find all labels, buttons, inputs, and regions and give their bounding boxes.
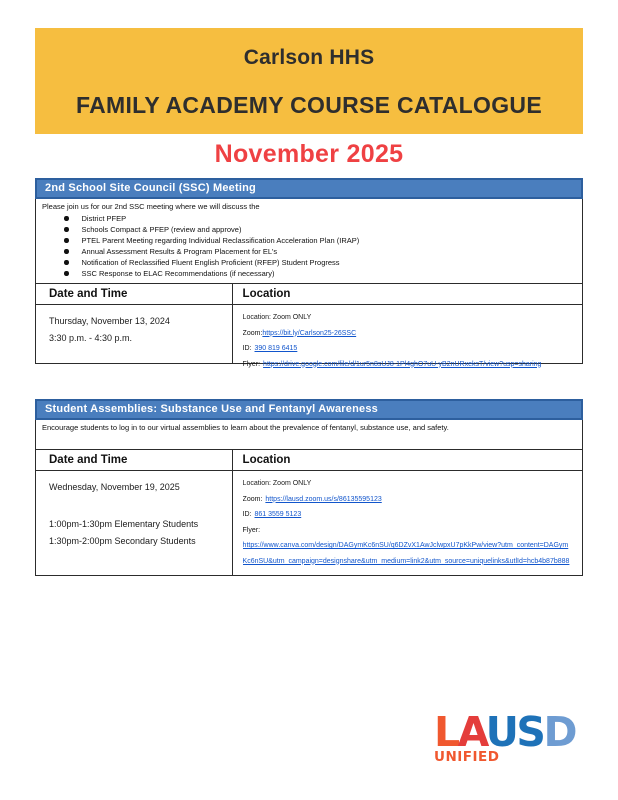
- ssc-location-type: Location: Zoom ONLY: [242, 314, 312, 321]
- bullet-icon: [64, 249, 69, 254]
- ssc-meeting-id-link[interactable]: 390 819 6415: [254, 345, 298, 352]
- bullet-text: SSC Response to ELAC Recommendations (if necessary): [81, 269, 275, 278]
- bullet-text: Annual Assessment Results & Program Placement for EL's: [81, 247, 278, 256]
- ssc-date-cell: [36, 305, 233, 363]
- ssc-content-row: [36, 305, 582, 368]
- catalogue-title: FAMILY ACADEMY COURSE CATALOGUE: [76, 91, 542, 118]
- location-column-header: Location: [242, 288, 291, 300]
- ssc-bullet-list: [42, 213, 574, 279]
- assemblies-location-type: Location: Zoom ONLY: [242, 480, 312, 487]
- assemblies-date: Wednesday, November 19, 2025: [49, 482, 180, 492]
- assemblies-session-1: 1:00pm-1:30pm Elementary Students: [49, 519, 199, 529]
- list-item: [42, 235, 574, 246]
- assemblies-content-row: [36, 471, 582, 575]
- ssc-column-headers: [36, 284, 582, 305]
- logo-letter-d: D: [543, 707, 575, 756]
- logo-letter-s: S: [516, 707, 544, 756]
- assemblies-date-cell: [36, 471, 233, 575]
- lausd-logo-letters: [434, 707, 582, 756]
- bullet-text: District PFEP: [81, 214, 127, 223]
- assemblies-column-headers: [36, 450, 582, 471]
- assemblies-session-2: 1:30pm-2:00pm Secondary Students: [49, 536, 196, 546]
- banner: [35, 28, 583, 134]
- flyer-label: Flyer:: [242, 526, 261, 534]
- ssc-meeting-table: [35, 178, 583, 368]
- assemblies-intro-cell: [36, 420, 582, 450]
- logo-letter-u: U: [485, 707, 517, 756]
- assemblies-table-header: Student Assemblies: Substance Use and Fentanyl Awareness: [35, 399, 583, 420]
- ssc-location-cell: [233, 305, 582, 368]
- list-item: [42, 213, 574, 224]
- date-time-column-header: Date and Time: [36, 284, 233, 304]
- ssc-table-header: 2nd School Site Council (SSC) Meeting: [35, 178, 583, 199]
- bullet-icon: [64, 271, 69, 276]
- date-time-column-header: Date and Time: [36, 450, 233, 470]
- month-title: November 2025: [214, 140, 404, 168]
- logo-letter-l: L: [434, 707, 458, 756]
- list-item: [42, 268, 574, 279]
- list-item: [42, 224, 574, 235]
- id-label: ID:: [242, 511, 252, 518]
- list-item: [42, 246, 574, 257]
- id-label: ID:: [242, 345, 252, 352]
- school-name: Carlson HHS: [243, 45, 375, 69]
- ssc-intro-text: Please join us for our 2nd SSC meeting where we will discuss the: [42, 202, 260, 211]
- assemblies-flyer-link[interactable]: https://www.canva.com/design/DAGymKc6nSU/q6DZvX1AwJclwpxU7pKkPw/view?utm_content=DAGymKc6nSU&utm_campaign=designshare&utm_medium=link2&utm_source=uniquelinks&utlId=hcb4b87b888: [242, 542, 570, 565]
- ssc-intro-cell: [36, 199, 582, 284]
- assemblies-table: [35, 399, 583, 576]
- bullet-icon: [64, 216, 69, 221]
- lausd-logo: [434, 707, 582, 765]
- lausd-logo-subtitle: UNIFIED: [434, 748, 500, 765]
- assemblies-location-cell: [233, 471, 582, 575]
- assemblies-meeting-id-link[interactable]: 861 3559 5123: [254, 511, 302, 518]
- bullet-icon: [64, 238, 69, 243]
- bullet-text: Schools Compact & PFEP (review and approve): [81, 225, 242, 234]
- location-column-header: Location: [242, 454, 291, 466]
- ssc-date: Thursday, November 13, 2024: [49, 316, 170, 326]
- logo-letter-a: A: [457, 707, 486, 756]
- assemblies-intro-text: Encourage students to log in to our virtual assemblies to learn about the prevalence of fentanyl, substance use, and safety.: [42, 423, 449, 432]
- flyer-label: Flyer:: [242, 360, 261, 368]
- ssc-time: 3:30 p.m. - 4:30 p.m.: [49, 333, 133, 343]
- zoom-label: Zoom:: [242, 329, 263, 337]
- bullet-icon: [64, 227, 69, 232]
- ssc-flyer-link[interactable]: https://drive.google.com/file/d/1ur5n8sUJ8-1Pl4ghO7uU-yB2nURxeksT/view?usp=sharing: [263, 360, 542, 368]
- bullet-text: PTEL Parent Meeting regarding Individual Reclassification Acceleration Plan (IRAP): [81, 236, 360, 245]
- bullet-icon: [64, 260, 69, 265]
- list-item: [42, 257, 574, 268]
- zoom-label: Zoom:: [242, 495, 263, 503]
- bullet-text: Notification of Reclassified Fluent English Proficient (RFEP) Student Progress: [81, 258, 340, 267]
- assemblies-zoom-link[interactable]: https://lausd.zoom.us/s/86135595123: [265, 495, 382, 503]
- ssc-zoom-link[interactable]: https://bit.ly/Carlson25-26SSC: [262, 329, 357, 337]
